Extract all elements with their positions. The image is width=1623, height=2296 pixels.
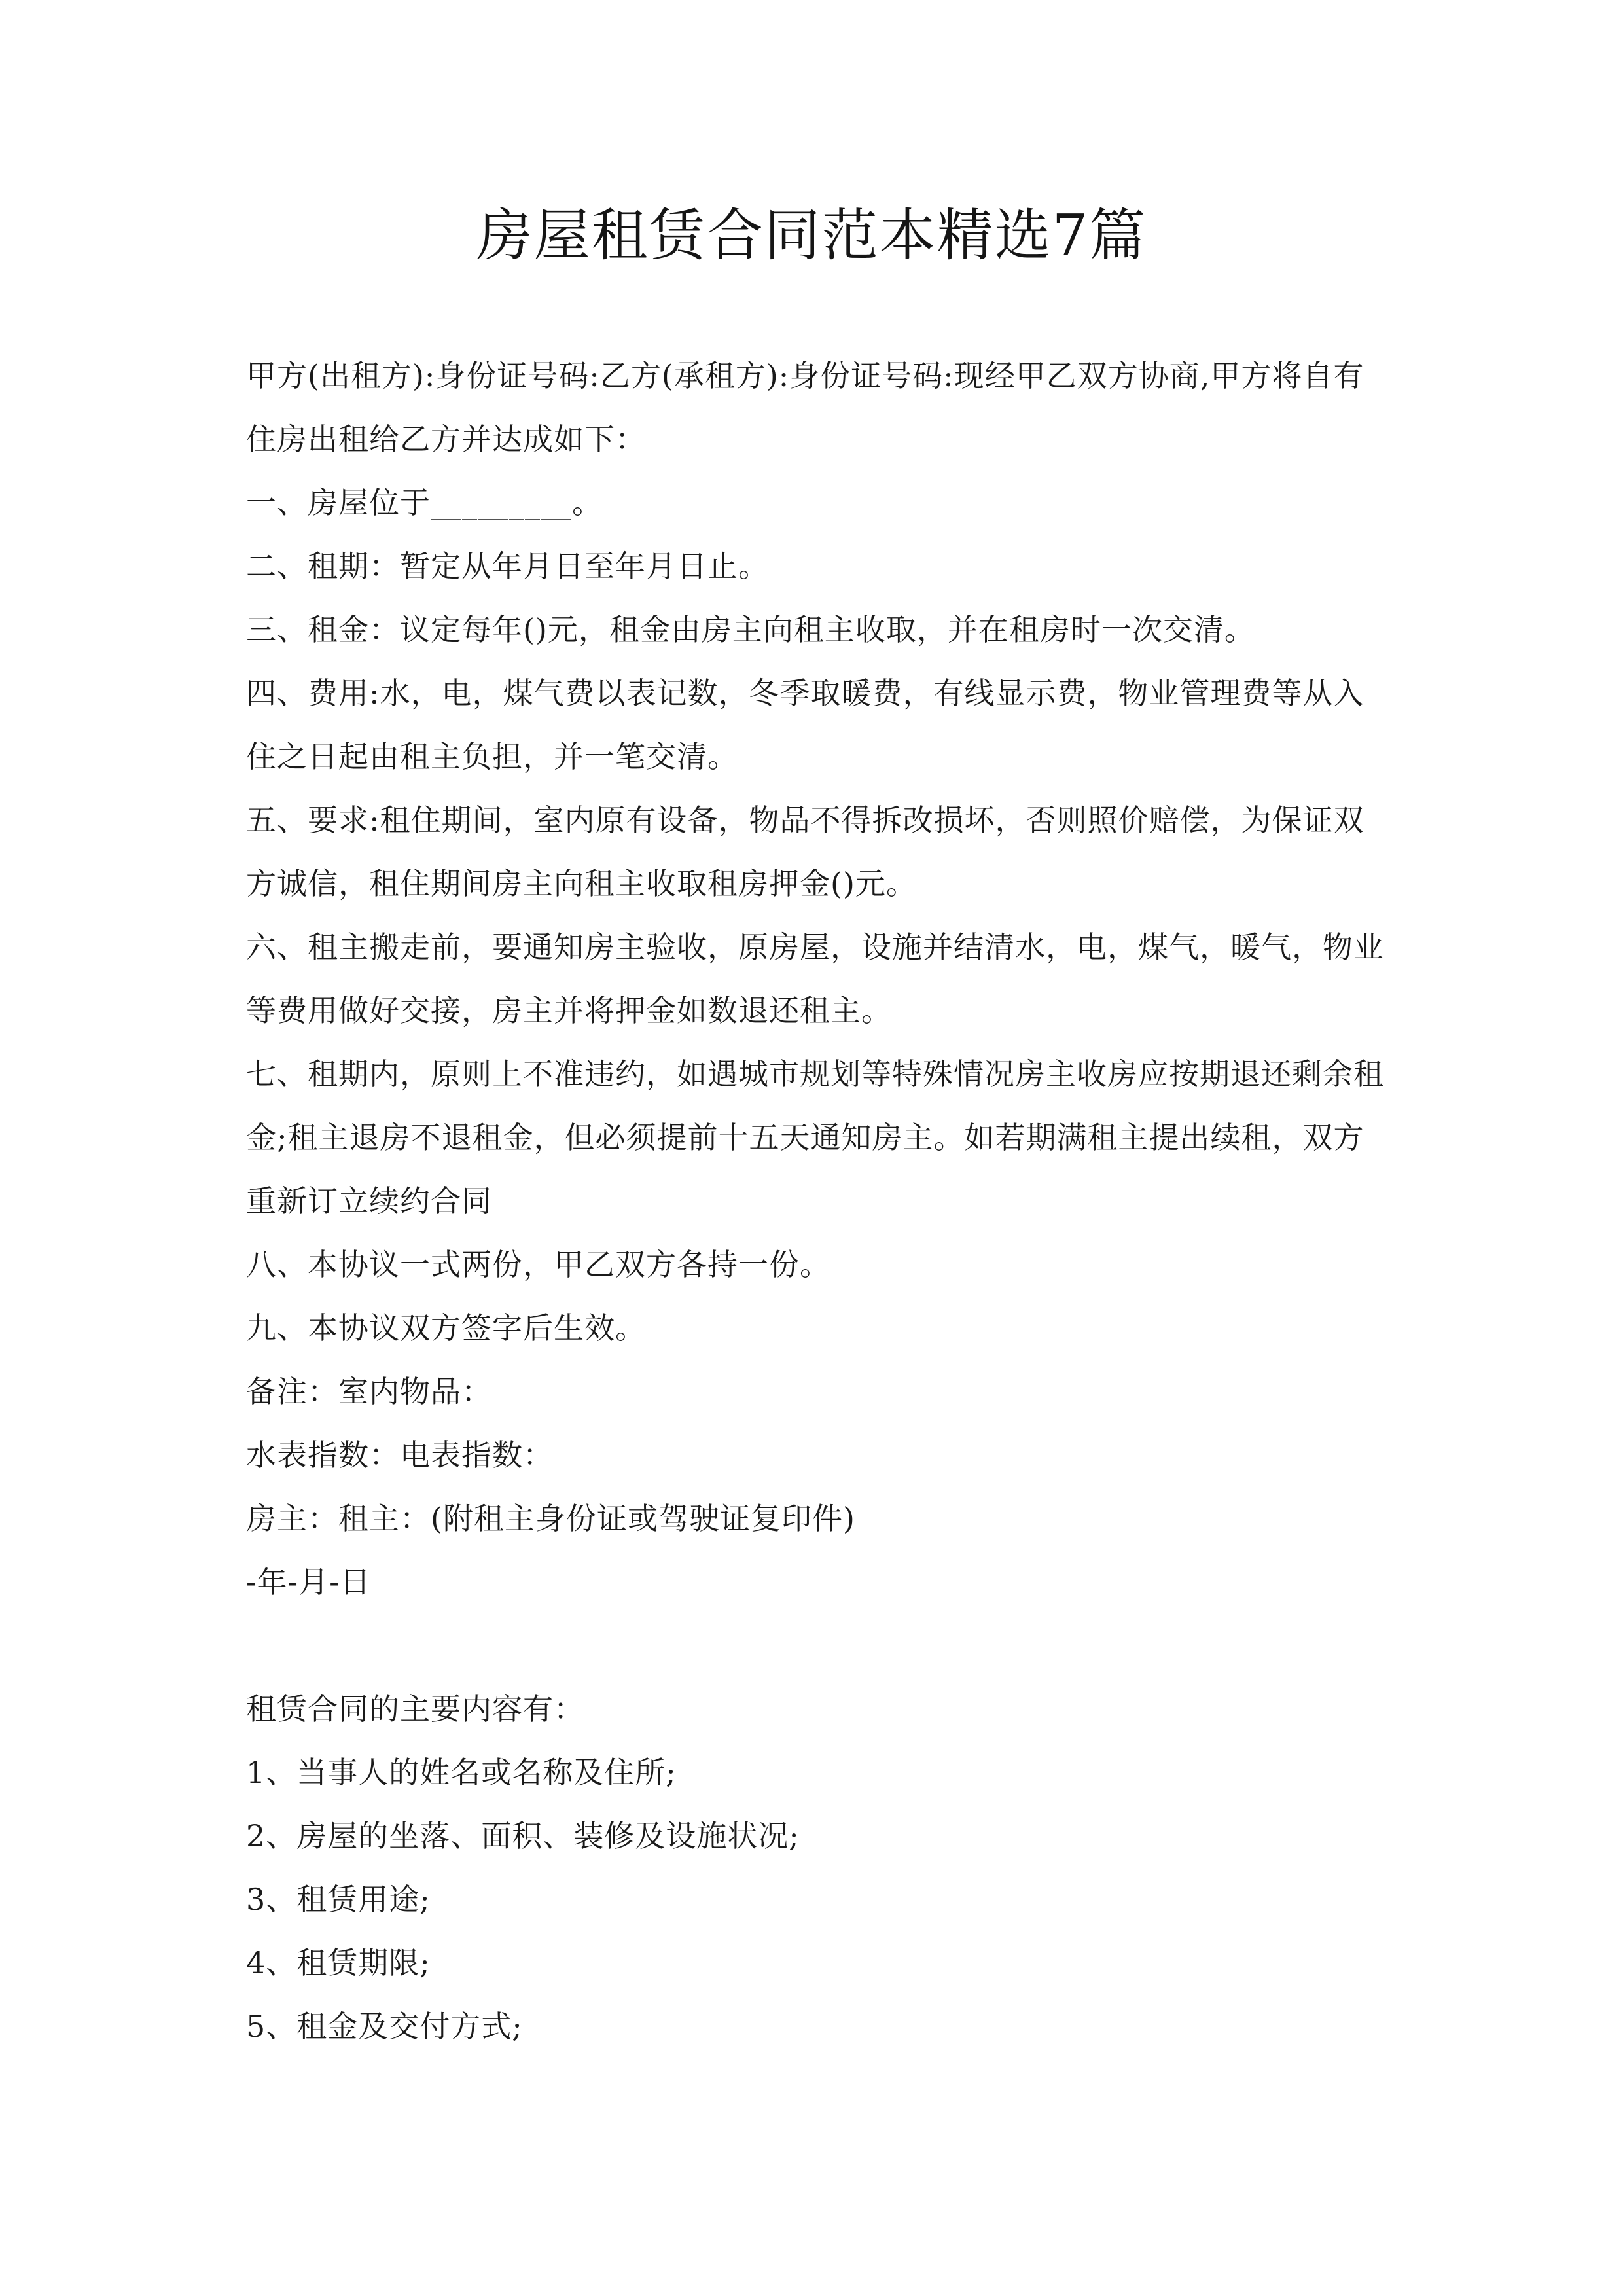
- document-body: [246, 344, 1385, 2058]
- date-line: -年-月-日: [246, 1564, 371, 1600]
- clause-5-requirements: 五、要求:租住期间，室内原有设备，物品不得拆改损坏，否则照价赔偿，为保证双方诚信，租住期间房主向租主收取租房押金()元。: [246, 802, 1364, 901]
- section-spacer: [246, 1614, 1385, 1677]
- contents-heading: 租赁合同的主要内容有：: [246, 1691, 584, 1727]
- clause-7-breach: 七、租期内，原则上不准违约，如遇城市规划等特殊情况房主收房应按期退还剩余租金;租主退房不退租金，但必须提前十五天通知房主。如若期满租主提出续租，双方重新订立续约合同: [246, 1056, 1384, 1219]
- clause-8-copies: 八、本协议一式两份，甲乙双方各持一份。: [246, 1247, 830, 1282]
- clause-9-effective: 九、本协议双方签字后生效。: [246, 1310, 646, 1346]
- contents-item-1: 1、当事人的姓名或名称及住所;: [246, 1755, 677, 1790]
- clause-3-rent: 三、租金：议定每年()元，租金由房主向租主收取，并在租房时一次交清。: [246, 612, 1255, 647]
- signature-line: 房主：租主：(附租主身份证或驾驶证复印件): [246, 1501, 855, 1536]
- clause-6-move-out: 六、租主搬走前，要通知房主验收，原房屋，设施并结清水，电，煤气，暖气，物业等费用做好交接，房主并将押金如数退还租主。: [246, 929, 1384, 1028]
- remarks-items: 备注：室内物品：: [246, 1374, 492, 1409]
- contents-item-2: 2、房屋的坐落、面积、装修及设施状况;: [246, 1818, 800, 1854]
- contents-item-4: 4、租赁期限;: [246, 1945, 431, 1981]
- contents-item-5: 5、租金及交付方式;: [246, 2009, 523, 2044]
- clause-4-fees: 四、费用:水，电，煤气费以表记数，冬季取暖费，有线显示费，物业管理费等从入住之日起由租主负担，并一笔交清。: [246, 675, 1364, 774]
- contract-intro: 甲方(出租方):身份证号码:乙方(承租方):身份证号码:现经甲乙双方协商,甲方将自有住房出租给乙方并达成如下：: [246, 358, 1364, 457]
- contents-item-3: 3、租赁用途;: [246, 1882, 431, 1917]
- meter-readings: 水表指数：电表指数：: [246, 1437, 554, 1473]
- clause-1-location: 一、房屋位于_________。: [246, 485, 603, 520]
- clause-2-term: 二、租期：暂定从年月日至年月日止。: [246, 548, 769, 584]
- document-title: 房屋租赁合同范本精选7篇: [476, 203, 1147, 268]
